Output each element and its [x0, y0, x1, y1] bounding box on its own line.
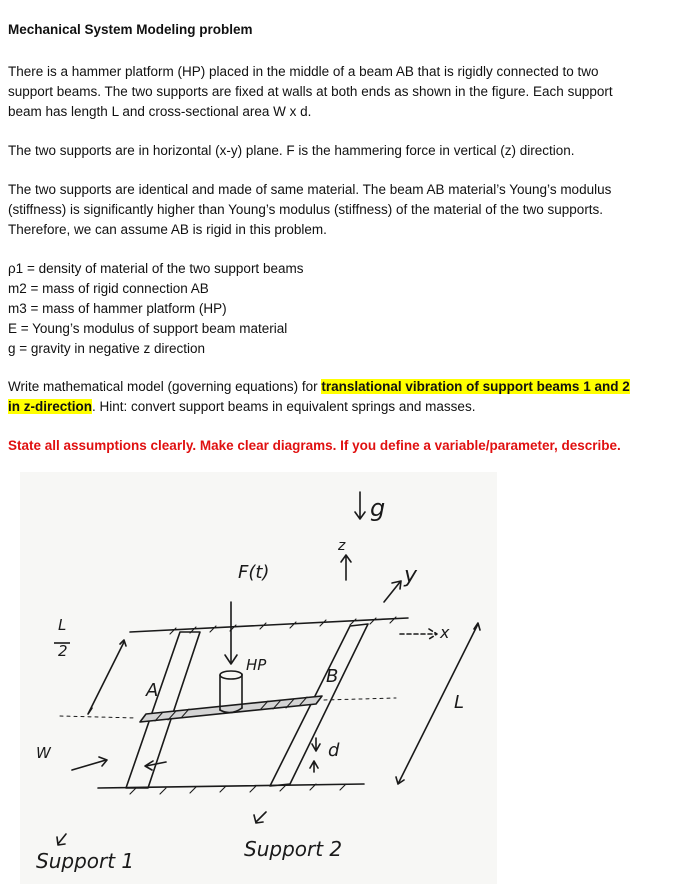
- half-length-numerator: L: [58, 616, 67, 634]
- definition-item: ρ1 = density of material of the two support beams: [8, 261, 304, 276]
- intro-line: support beams. The two supports are fixed at walls at both ends as shown in the figure. Each support: [8, 84, 613, 99]
- document-title: Mechanical System Modeling problem: [8, 22, 253, 37]
- instruction-line: [8, 436, 621, 456]
- instruction-text: State all assumptions clearly. Make clear diagrams. If you define a variable/parameter, describe.: [8, 438, 621, 453]
- material-line: (stiffness) is significantly higher than Young’s modulus (stiffness) of the material of the two supports.: [8, 202, 604, 217]
- length-label: L: [454, 692, 465, 713]
- thickness-label: d: [328, 740, 340, 761]
- half-length-denominator: 2: [58, 642, 68, 660]
- intro-paragraph: [8, 62, 613, 122]
- definition-item: g = gravity in negative z direction: [8, 341, 205, 356]
- x-axis-label: x: [440, 623, 450, 642]
- material-paragraph: [8, 180, 611, 240]
- gravity-arrow: [355, 492, 365, 519]
- support-2-pointer: [254, 812, 266, 823]
- width-label: W: [36, 744, 51, 762]
- definition-item: E = Young’s modulus of support beam material: [8, 321, 288, 336]
- platform-label: HP: [246, 656, 267, 674]
- point-b-label: B: [326, 666, 339, 687]
- support-1-label: Support 1: [36, 849, 135, 873]
- length-dimension: [396, 623, 480, 784]
- gravity-label: g: [370, 494, 386, 522]
- y-axis-arrow: [384, 581, 401, 602]
- task-prefix: Write mathematical model (governing equations) for: [8, 379, 322, 394]
- material-line: Therefore, we can assume AB is rigid in this problem.: [8, 222, 327, 237]
- force-label: F(t): [238, 562, 270, 583]
- intro-line: There is a hammer platform (HP) placed in the middle of a beam AB that is rigidly connected to two: [8, 64, 599, 79]
- hammer-platform-top: [220, 671, 242, 679]
- task-paragraph: [8, 377, 630, 417]
- plane-line: The two supports are in horizontal (x-y) plane. F is the hammering force in vertical (z) direction.: [8, 143, 575, 158]
- x-axis-arrow: [400, 629, 437, 639]
- definition-item: m3 = mass of hammer platform (HP): [8, 301, 227, 316]
- z-axis-arrow: [341, 555, 351, 580]
- support-1-pointer: [57, 834, 66, 845]
- task-highlight-continued: in z-direction: [8, 399, 92, 414]
- z-axis-label: z: [338, 538, 346, 554]
- rigid-beam-ab: [140, 696, 322, 722]
- plane-paragraph: [8, 141, 574, 161]
- thickness-arrow-top: [312, 738, 320, 751]
- width-arrow-left: [72, 757, 107, 770]
- definition-item: m2 = mass of rigid connection AB: [8, 281, 209, 296]
- back-wall-line: [130, 618, 408, 632]
- support-2-label: Support 2: [244, 837, 343, 861]
- task-highlight: translational vibration of support beams 1 and 2: [321, 379, 630, 394]
- task-suffix: . Hint: convert support beams in equivalent springs and masses.: [92, 399, 476, 414]
- hammer-platform-figure: [20, 472, 497, 884]
- half-length-dimension: [88, 640, 126, 714]
- sketch: [20, 472, 497, 884]
- material-line: The two supports are identical and made of same material. The beam AB material’s Young’s modulus: [8, 182, 612, 197]
- thickness-arrow-bottom: [310, 761, 318, 772]
- intro-line: beam has length L and cross-sectional area W x d.: [8, 104, 312, 119]
- definitions-list: [8, 259, 303, 359]
- point-a-label: A: [146, 680, 159, 701]
- y-axis-label: y: [404, 563, 418, 588]
